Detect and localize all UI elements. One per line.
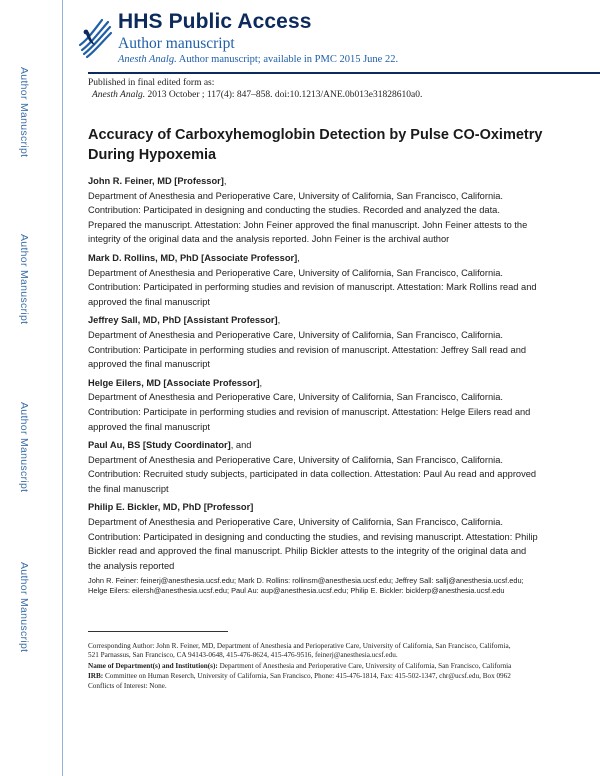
sidebar-rule [62, 0, 63, 776]
author-block: Paul Au, BS [Study Coordinator], and Department of Anesthesia and Perioperative Care, University of California, San Francisco, California. Contribution: Recruited study subjects, participated in data collection. Attestation: Paul Au read and approved the final manuscript [88, 438, 538, 496]
author-block: Jeffrey Sall, MD, PhD [Assistant Professor], Department of Anesthesia and Perioperative Care, University of California, San Francisco, California. Contribution: Participate in performing studies and revision of manuscript. Attestation: Jeffrey Sall read and approved the final manuscript [88, 313, 538, 371]
hhs-logo-icon [76, 14, 114, 60]
journal-abbrev: Anesth Analg. [118, 54, 177, 65]
author-name: Mark D. Rollins, MD, PhD [Associate Professor] [88, 252, 298, 263]
paper-title: Accuracy of Carboxyhemoglobin Detection by Pulse CO-Oximetry During Hypoxemia [88, 127, 543, 163]
author-block: Helge Eilers, MD [Associate Professor], Department of Anesthesia and Perioperative Care, University of California, San Francisco, California. Contribution: Participate in performing studies and revision of manuscript. Attestation: Helge Eilers read and approved the final manuscript [88, 376, 538, 434]
hhs-title: HHS Public Access [118, 10, 312, 33]
published-journal: Anesth Analg. [92, 89, 146, 100]
author-manuscript-label: Author manuscript [118, 35, 235, 52]
author-block [88, 500, 538, 573]
author-name: Jeffrey Sall, MD, PhD [Assistant Professor] [88, 315, 278, 326]
header-divider [88, 72, 600, 74]
author-affiliation: Department of Anesthesia and Perioperative Care, University of California, San Francisco, California. Contribution: Recruited study subjects, participated in data collection. Attestation: Paul Au read and approved the final manuscript [88, 454, 537, 494]
author-affiliation: Department of Anesthesia and Perioperative Care, University of California, San Francisco, California. Contribution: Participated in designing and conducting the studies, and revising manuscript. Attestation: Philip Bickler read and approved the final manuscript. Philip Bickler attests to the integrity of the original data and the analysis reported [88, 517, 538, 571]
author-block: Mark D. Rollins, MD, PhD [Associate Professor], Department of Anesthesia and Perioperative Care, University of California, San Francisco, California. Contribution: Participated in performing studies and revision of manuscript. Attestation: Mark Rollins read and approved the final manuscript [88, 251, 538, 309]
published-citation-text: 2013 October ; 117(4): 847–858. doi:10.1213/ANE.0b013e31828610a0. [147, 89, 423, 100]
author-affiliation: Department of Anesthesia and Perioperative Care, University of California, San Francisco, California. Contribution: Participate in performing studies and revision of manuscript. Attestation: Helge Eilers read and approved the final manuscript [88, 392, 531, 432]
header [118, 10, 398, 65]
side-label-1: Author Manuscript [18, 67, 30, 158]
author-block: John R. Feiner, MD [Professor], Department of Anesthesia and Perioperative Care, University of California, San Francisco, California. Contribution: Participated in designing and conducting the studies. Recorded and analyzed the data. Prepared the manuscript. Attestation: John Feiner approved the final manuscript. John Feiner attests to the integrity of the original data and the analysis reported. John Feiner is the archival author [88, 174, 538, 247]
author-list [88, 174, 538, 577]
published-info [88, 78, 422, 101]
author-name: Paul Au, BS [Study Coordinator] [88, 440, 231, 451]
published-label: Published in final edited form as: [88, 78, 215, 88]
author-affiliation: Department of Anesthesia and Perioperative Care, University of California, San Francisco, California. Contribution: Participated in designing and conducting the studies. Recorded and analyzed the data. Prepared the manuscript. Attestation: John Feiner approved the final manuscript. John Feiner attests to the integrity of the original data and the analysis reported. John Feiner is the archival author [88, 190, 528, 245]
side-label-3: Author Manuscript [18, 402, 30, 493]
footnotes [88, 642, 518, 692]
author-emails: John R. Feiner: feinerj@anesthesia.ucsf.edu; Mark D. Rollins: rollinsm@anesthesia.ucsf.edu; Jeffrey Sall: sallj@anesthesia.ucsf.edu; Helge Eilers: eilersh@anesthesia.ucsf.edu; Paul Au: aup@anesthesia.ucsf.edu; Philip E. Bickler: bicklerp@anesthesia.ucsf.edu [88, 576, 524, 595]
side-label-4: Author Manuscript [18, 562, 30, 653]
department-note: Name of Department(s) and Institution(s): Department of Anesthesia and Perioperative Care, University of California, San Francisco, California [88, 661, 512, 670]
irb-note: IRB: Committee on Human Reserch, University of California, San Francisco, Phone: 415-476-1814, Fax: 415-502-1347, chr@ucsf.edu, Box 0962 [88, 671, 511, 680]
author-affiliation: Department of Anesthesia and Perioperative Care, University of California, San Francisco, California. Contribution: Participated in performing studies and revision of manuscript. Attestation: Mark Rollins read and approved the final manuscript [88, 267, 537, 307]
availability-text: Author manuscript; available in PMC 2015 June 22. [178, 54, 399, 65]
footnote-divider [88, 631, 228, 632]
published-citation [88, 90, 422, 102]
author-name: Helge Eilers, MD [Associate Professor] [88, 377, 260, 388]
author-name: Philip E. Bickler, MD, PhD [Professor] [88, 502, 254, 513]
author-name: John R. Feiner, MD [Professor] [88, 176, 224, 186]
corresponding-author-note: Corresponding Author: John R. Feiner, MD, Department of Anesthesia and Perioperative Care, University of California, San Francisco, California, 521 Parnassus, San Francisco, CA 94143-0648, 415-476-8624, 415-476-9516, feinerj@anesthesia.ucsf.edu. [88, 642, 511, 660]
availability-line [118, 54, 398, 65]
conflicts-note: Conflicts of Interest: None. [88, 682, 167, 691]
author-affiliation: Department of Anesthesia and Perioperative Care, University of California, San Francisco, California. Contribution: Participate in performing studies and revision of manuscript. Attestation: Jeffrey Sall read and approved the final manuscript [88, 329, 527, 370]
side-label-2: Author Manuscript [18, 234, 30, 325]
